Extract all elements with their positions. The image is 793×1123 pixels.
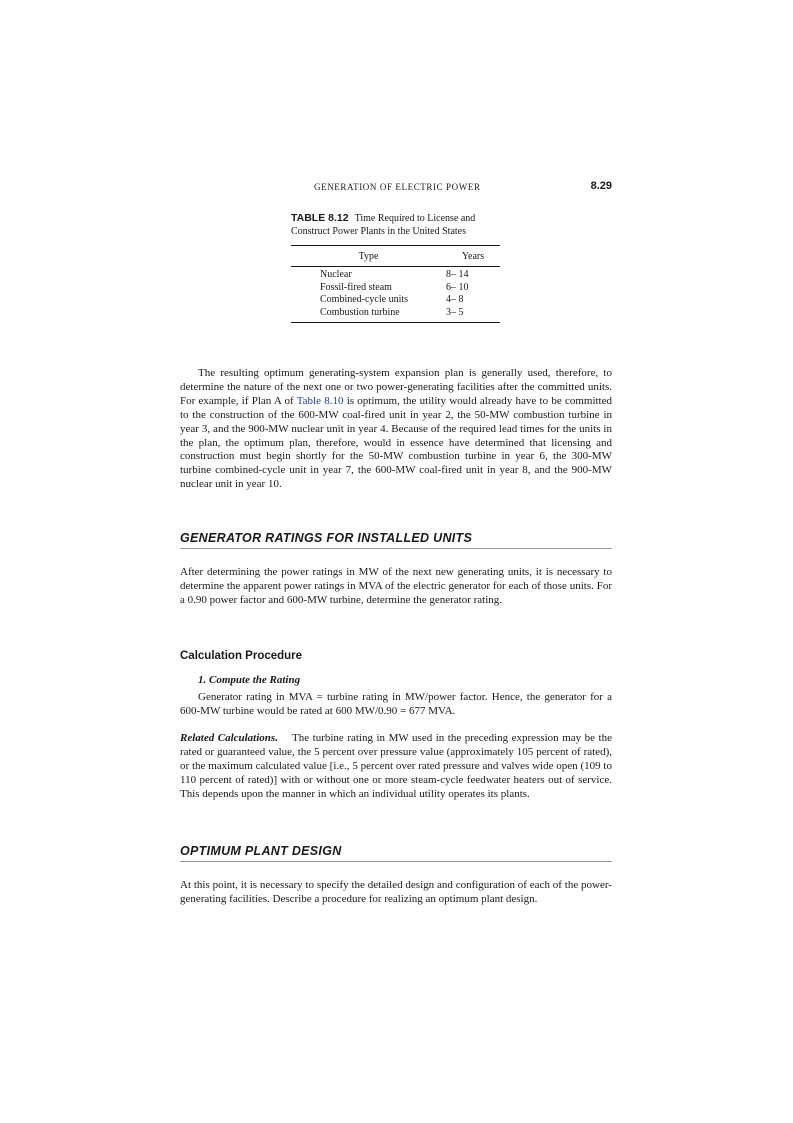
related-calculations-label: Related Calculations. [180,732,278,744]
table-caption-text: Time Required to License and Construct Power Plants in the United States [291,213,476,237]
table-8-12 [291,212,500,323]
table-header-row [291,246,500,267]
running-header [180,182,612,196]
optimum-paragraph: At this point, it is necessary to specify the detailed design and configuration of each of the power-generating facilities. Describe a procedure for realizing an optimum plant design. [180,879,612,905]
related-calculations-text: The turbine rating in MW used in the preceding expression may be the rated or guaranteed value, the 5 percent over pressure value (approximately 105 percent of rated), or the maximum calculated value [i.e., 5 percent over rated pressure and valves wide open (109 to 110 percent of rated)] with or without one or more steam-cycle feedwater heaters out of service. This depends upon the manner in which an individual utility operates its plants. [180,732,612,800]
column-header-type: Type [358,251,379,262]
table-label: TABLE 8.12 [291,212,349,224]
table-row [291,294,500,307]
calculation-procedure-heading: Calculation Procedure [180,650,303,662]
years-cell: 8– 14 [446,269,469,280]
type-cell: Nuclear [320,269,352,280]
page-number: 8.29 [590,180,612,192]
type-cell: Combustion turbine [320,306,400,318]
lead-time-table [291,245,500,323]
table-row [291,307,500,323]
intro-text-end: is optimum, the utility would already have to be committed to the construction of the 600-MW coal-fired unit in year 2, the 50-MW combustion turbine in year 3, and the 900-MW nuclear unit in year 4. Because of the required lead times for the units in the plan, the optimum plan, therefore, would in essence have determined that licensing and construction must begin shortly for the 50-MW combustion turbine in year 6, the 300-MW turbine combined-cycle unit in year 7, the 600-MW coal-fired unit in year 8, and the 900-MW nuclear unit in year 10. [180,394,612,491]
section-heading-generator-ratings: GENERATOR RATINGS FOR INSTALLED UNITS [180,531,612,549]
section-heading-optimum-plant-design: OPTIMUM PLANT DESIGN [180,844,612,862]
step-paragraph: Generator rating in MVA = turbine rating in MW/power factor. Hence, the generator for a 600-MW turbine would be rated at 600 MW/0.90 = 677 MVA. [180,691,612,717]
table-caption [291,212,500,238]
column-header-years: Years [461,251,485,262]
generator-paragraph: After determining the power ratings in MW of the next new generating units, it is necessary to determine the apparent power ratings in MVA of the electric generator for each of those units. For a 0.90 power factor and 600-MW turbine, determine the generator rating. [180,566,612,606]
running-title: GENERATION OF ELECTRIC POWER [314,182,481,192]
years-cell: 4– 8 [446,294,464,305]
intro-text-start: The resulting optimum generating-system expansion plan is generally used, therefore, to determine the nature of the next one or two power-generating facilities after the committed units. For example, if Plan A of [180,367,612,407]
years-cell: 3– 5 [446,306,464,318]
intro-paragraph [180,367,612,492]
related-calculations-paragraph [180,732,612,802]
table-row [291,267,500,282]
type-cell: Combined-cycle units [320,294,409,305]
type-cell: Fossil-fired steam [320,281,392,293]
years-cell: 6– 10 [446,281,469,293]
table-8-10-link[interactable]: Table 8.10 [296,394,344,407]
step-heading-compute-rating: 1. Compute the Rating [198,674,301,686]
table-row [291,282,500,295]
